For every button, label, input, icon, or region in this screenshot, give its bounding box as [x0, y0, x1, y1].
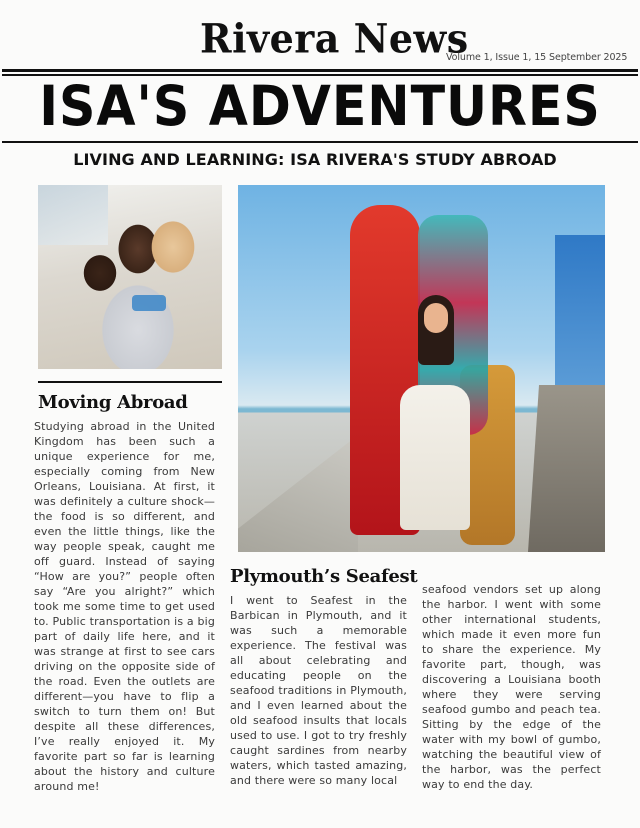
top-rule-thick	[2, 69, 638, 72]
face	[424, 303, 448, 333]
headline-bottom-rule	[2, 141, 638, 143]
article-body-seafest-col1: I went to Seafest in the Barbican in Plymouth, and it was such a memorable experience. The festival was all about celebrating and educating people on the seafood traditions in Plymouth, and I even learned about the old seafood insults that locals used to use. I got to try freshly caught sardines from nearby waters, which tasted amazing, and there were so many local	[230, 594, 407, 787]
headline: ISA'S ADVENTURES	[39, 74, 601, 138]
article-title-moving-abroad: Moving Abroad	[38, 392, 188, 413]
subheadline: LIVING AND LEARNING: ISA RIVERA'S STUDY ABROAD	[73, 150, 557, 169]
issue-info: Volume 1, Issue 1, 15 September 2025	[446, 52, 628, 63]
quay	[238, 435, 358, 552]
tshirt-graphic	[132, 295, 166, 311]
masthead	[0, 14, 640, 64]
article-body-moving-abroad: Studying abroad in the United Kingdom has been such a unique experience for me, especially coming from New Orleans, Louisiana. At first, it was definitely a culture shock—the food is so different, and even the little things, like the way people speak, caught me off guard. Instead of saying “How are you?” people often say “Are you alright?” which took me some time to get used to. Public transportation is a big part of daily life here, and it was strange at first to see cars driving on the opposite side of the road. Even the outlets are different—you have to flip a switch to turn them on! But despite all these differences, I’ve really enjoyed it. My favorite part so far is learning about the history and culture around me!	[34, 420, 215, 793]
article-title-seafest: Plymouth’s Seafest	[230, 566, 418, 587]
blue-building	[555, 235, 605, 385]
terminal-window	[38, 185, 108, 245]
newspaper-title: Rivera News	[200, 14, 469, 63]
column-rule	[38, 381, 222, 383]
article-body-seafest-col2: seafood vendors set up along the harbor. I went with some other international students, which made it even more fun to share the experience. My favorite part, though, was discovering a Louisiana booth where they were serving seafood gumbo and peach tea. Sitting by the edge of the water with my bowl of gumbo, watching the beautiful view of the harbor, was the perfect way to end the day.	[422, 583, 601, 791]
selfie-photo	[38, 185, 222, 369]
festival-photo	[238, 185, 605, 552]
white-outfit	[400, 385, 470, 530]
